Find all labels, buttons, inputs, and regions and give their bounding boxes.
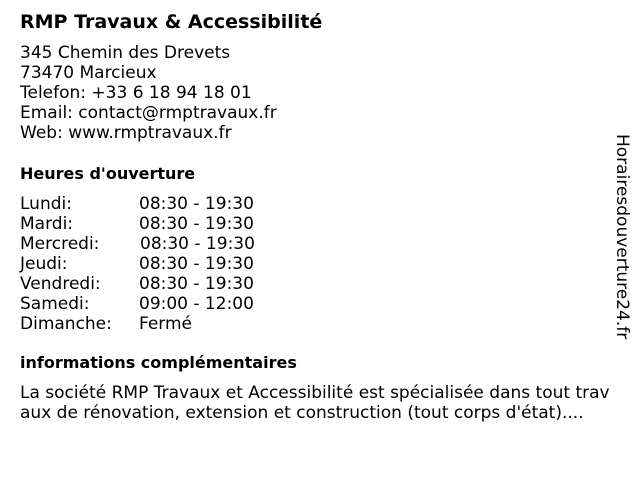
description-line: aux de rénovation, extension et construction (tout corps d'état).... bbox=[20, 403, 584, 423]
day-time: Fermé bbox=[139, 314, 193, 334]
day-time: 08:30 - 19:30 bbox=[139, 274, 254, 294]
business-description bbox=[20, 383, 620, 423]
day-label: Jeudi: bbox=[20, 254, 68, 274]
hours-heading: Heures d'ouverture bbox=[20, 164, 196, 183]
email-line: Email: contact@rmptravaux.fr bbox=[20, 103, 277, 123]
day-label: Samedi: bbox=[20, 294, 90, 314]
description-line: La société RMP Travaux et Accessibilité est spécialisée dans tout trav bbox=[20, 383, 610, 403]
info-heading: informations complémentaires bbox=[20, 353, 297, 372]
day-time: 08:30 - 19:30 bbox=[139, 214, 254, 234]
day-label: Mardi: bbox=[20, 214, 74, 234]
phone-line: Telefon: +33 6 18 94 18 01 bbox=[20, 83, 252, 103]
day-time: 09:00 - 12:00 bbox=[139, 294, 254, 314]
address-street: 345 Chemin des Drevets bbox=[20, 43, 231, 63]
day-time: 08:30 - 19:30 bbox=[139, 254, 254, 274]
day-label: Lundi: bbox=[20, 194, 72, 214]
address-city: 73470 Marcieux bbox=[20, 63, 157, 83]
day-label: Mercredi: bbox=[20, 234, 100, 254]
web-line: Web: www.rmptravaux.fr bbox=[20, 123, 232, 143]
day-label: Vendredi: bbox=[20, 274, 101, 294]
contact-block bbox=[20, 43, 277, 143]
day-time: 08:30 - 19:30 bbox=[139, 194, 254, 214]
business-name: RMP Travaux & Accessibilité bbox=[20, 11, 323, 33]
day-time: 08:30 - 19:30 bbox=[140, 234, 255, 254]
day-label: Dimanche: bbox=[20, 314, 112, 334]
site-watermark: Horairesdouverture24.fr bbox=[612, 134, 632, 340]
